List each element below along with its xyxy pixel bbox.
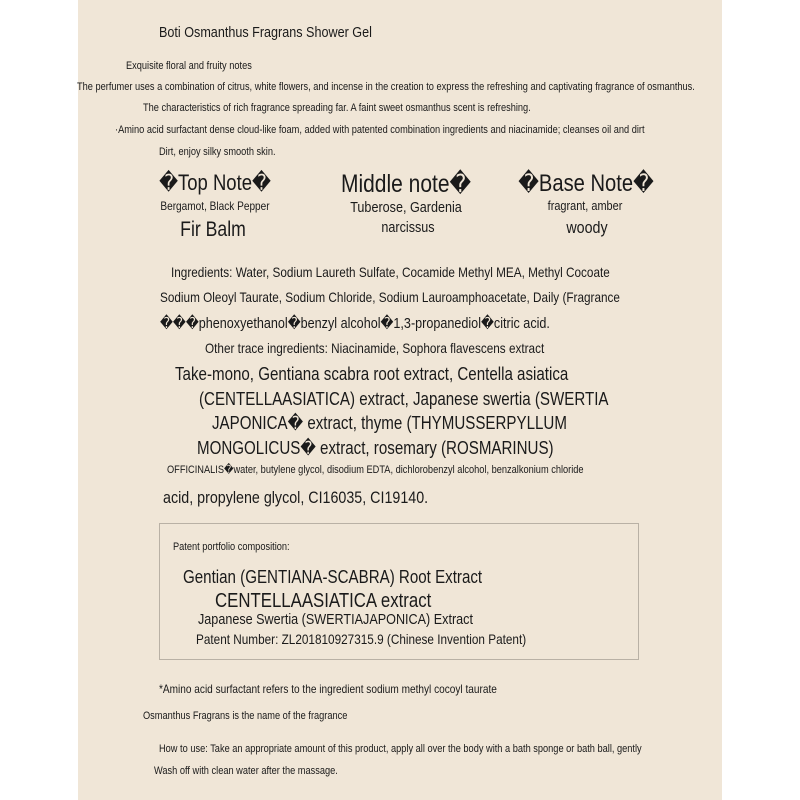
base-note-line2: woody: [566, 218, 608, 237]
ingredients-line: MONGOLICUS� extract, rosemary (ROSMARINUS): [197, 438, 554, 458]
top-note-line2: Fir Balm: [180, 218, 246, 241]
base-note-line1: fragrant, amber: [547, 198, 623, 213]
intro-floral-notes: Exquisite floral and fruity notes: [126, 60, 252, 72]
ingredients-line: ���phenoxyethanol�benzyl alcohol�1,3-propanediol�citric acid.: [160, 315, 550, 332]
product-title: Boti Osmanthus Fragrans Shower Gel: [159, 24, 372, 41]
patent-item-swertia: Japanese Swertia (SWERTIAJAPONICA) Extract: [198, 611, 473, 628]
intro-perfumer-description: The perfumer uses a combination of citrus, white flowers, and incense in the creation to express the refreshing and captivating fragrance of osmanthus.: [77, 81, 695, 93]
base-note-heading: �Base Note�: [518, 170, 654, 197]
patent-item-gentian: Gentian (GENTIANA-SCABRA) Root Extract: [183, 567, 483, 587]
middle-note-heading: Middle note�: [340, 170, 472, 198]
ingredients-line: (CENTELLAASIATICA) extract, Japanese swertia (SWERTIA: [199, 389, 609, 409]
top-note-heading: �Top Note�: [159, 170, 271, 195]
patent-number: Patent Number: ZL201810927315.9 (Chinese Invention Patent): [196, 631, 527, 647]
ingredients-line: Take-mono, Gentiana scabra root extract, Centella asiatica: [175, 364, 569, 384]
ingredients-line: Sodium Oleoyl Taurate, Sodium Chloride, Sodium Lauroamphoacetate, Daily (Fragrance: [160, 289, 620, 305]
middle-note-line2: narcissus: [381, 219, 435, 236]
intro-silky-skin: Dirt, enjoy silky smooth skin.: [159, 146, 276, 158]
ingredients-line: OFFICINALIS�water, butylene glycol, disodium EDTA, dichlorobenzyl alcohol, benzalkonium chloride: [167, 464, 584, 476]
top-note-line1: Bergamot, Black Pepper: [160, 199, 270, 213]
ingredients-line: JAPONICA� extract, thyme (THYMUSSERPYLLUM: [212, 413, 567, 433]
ingredients-line: acid, propylene glycol, CI16035, CI19140.: [163, 488, 429, 507]
usage-rinse: Wash off with clean water after the massage.: [154, 765, 338, 777]
intro-fragrance-characteristics: The characteristics of rich fragrance spreading far. A faint sweet osmanthus scent is refreshing.: [143, 102, 531, 114]
footnote-fragrance-name: Osmanthus Fragrans is the name of the fragrance: [143, 710, 348, 722]
intro-foam-description: ·Amino acid surfactant dense cloud-like foam, added with patented combination ingredients and niacinamide; cleanses oil and dirt: [115, 124, 645, 136]
patent-heading: Patent portfolio composition:: [173, 541, 290, 553]
middle-note-line1: Tuberose, Gardenia: [350, 199, 462, 216]
usage-instructions: How to use: Take an appropriate amount of this product, apply all over the body with a bath sponge or bath ball, gently: [159, 743, 642, 755]
ingredients-line: Ingredients: Water, Sodium Laureth Sulfate, Cocamide Methyl MEA, Methyl Cocoate: [171, 264, 610, 280]
ingredients-line: Other trace ingredients: Niacinamide, Sophora flavescens extract: [205, 340, 545, 356]
patent-item-centella: CENTELLAASIATICA extract: [215, 590, 432, 612]
footnote-surfactant: *Amino acid surfactant refers to the ingredient sodium methyl cocoyl taurate: [159, 682, 497, 696]
